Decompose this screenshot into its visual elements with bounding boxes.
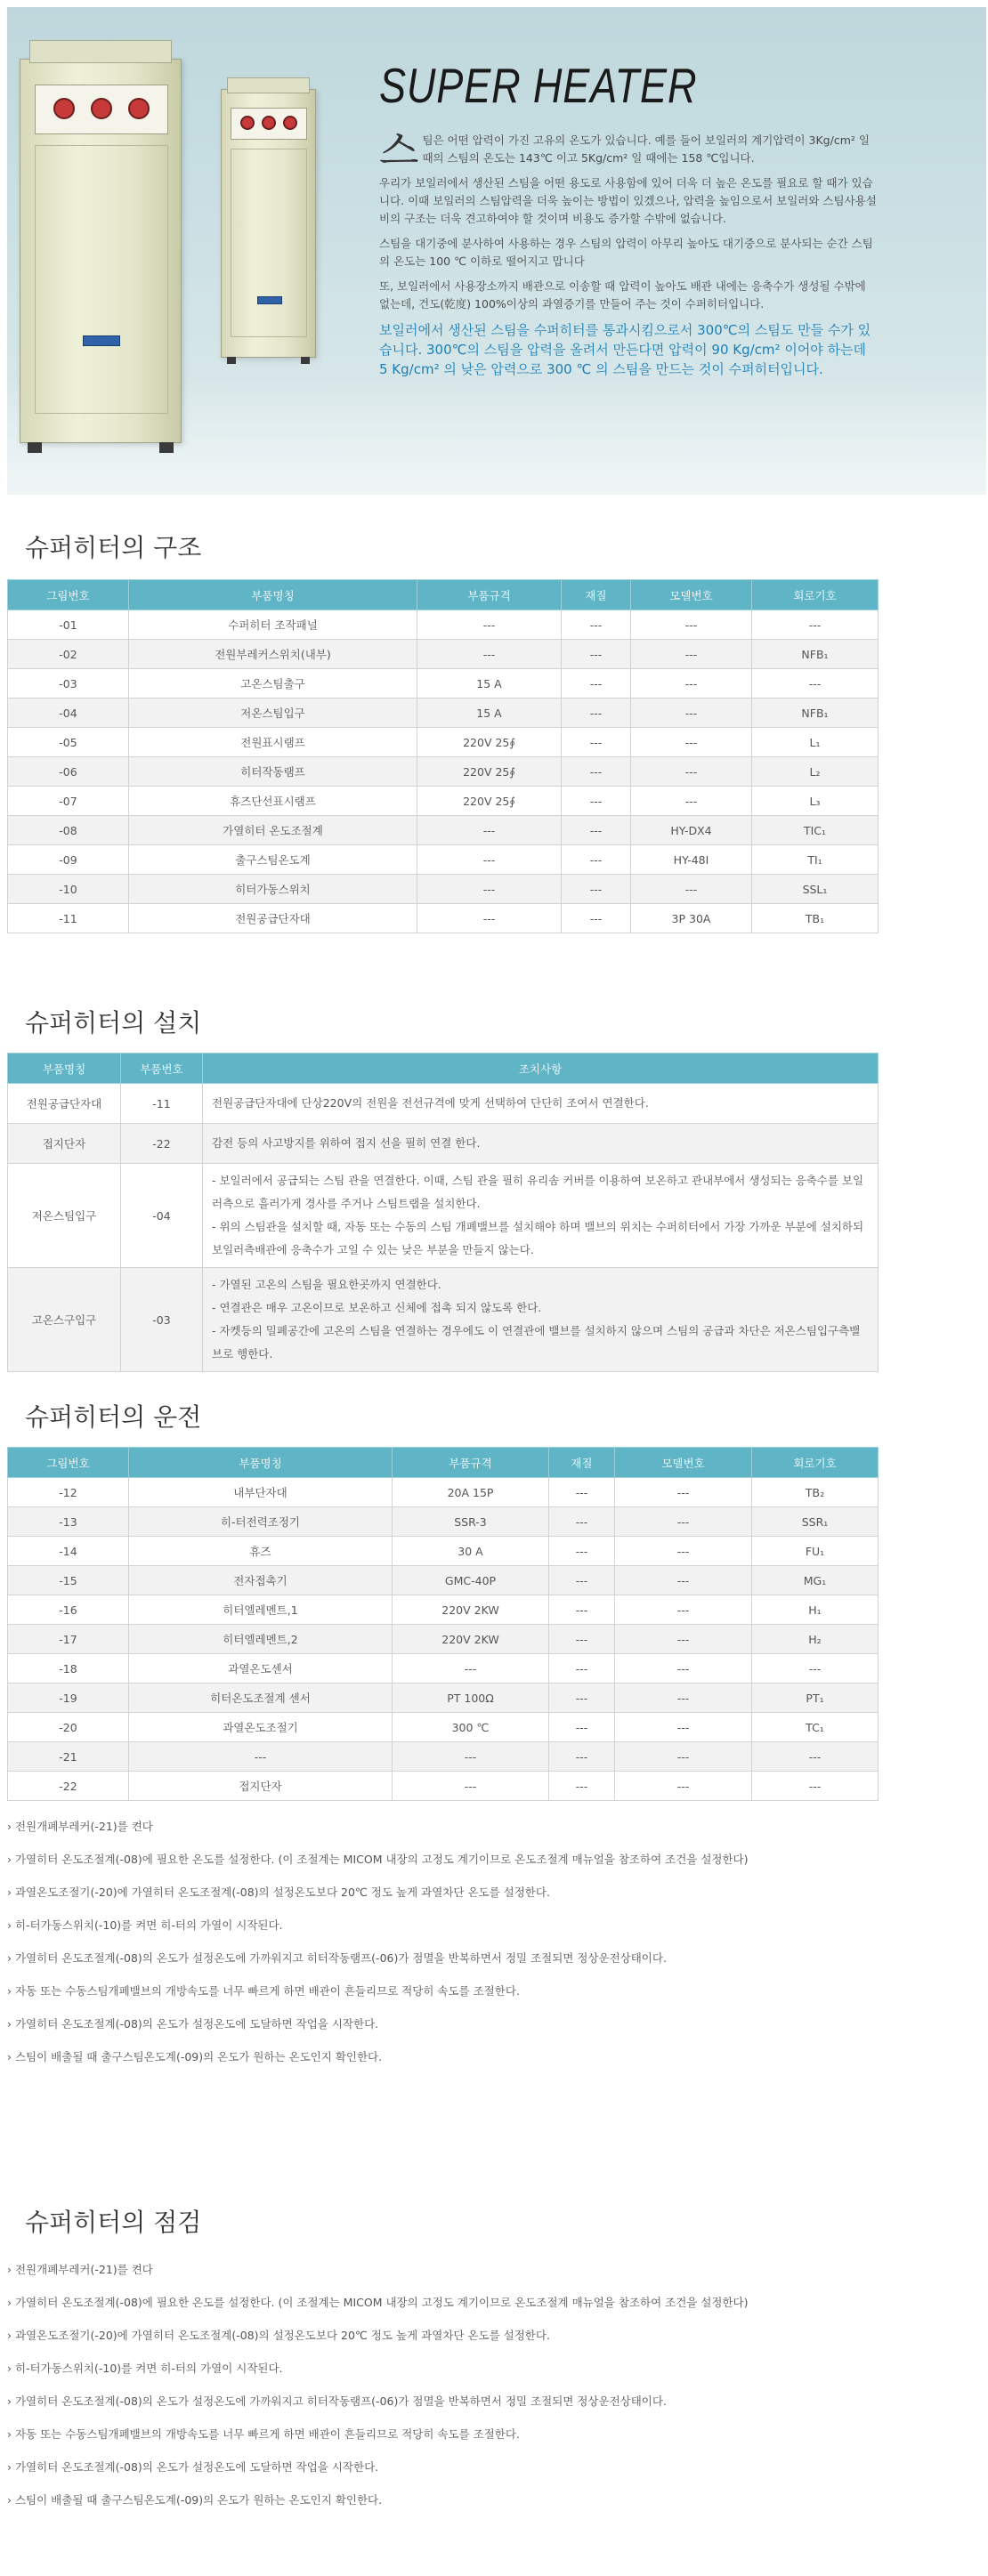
table-cell: 휴즈단선표시램프 xyxy=(129,787,417,816)
table-cell: --- xyxy=(549,1772,615,1801)
table-cell: --- xyxy=(631,875,752,904)
table-cell: H₁ xyxy=(752,1595,879,1625)
table-row xyxy=(8,1772,879,1801)
table-cell: 전자접촉기 xyxy=(129,1566,393,1595)
table-cell: --- xyxy=(393,1742,549,1772)
step-item: › 히-터가동스위치(-10)를 켜면 히-터의 가열이 시작된다. xyxy=(7,2362,283,2375)
operation-table xyxy=(7,1447,879,1801)
table-cell: 저온스팀입구 xyxy=(129,699,417,728)
column-header: 모델번호 xyxy=(615,1448,752,1478)
table-cell: --- xyxy=(549,1478,615,1507)
table-cell: L₂ xyxy=(752,757,879,787)
step-item: › 스팀이 배출될 때 출구스팀온도계(-09)의 온도가 원하는 온도인지 확인한다. xyxy=(7,2050,383,2063)
table-cell: -04 xyxy=(8,699,129,728)
table-cell: --- xyxy=(615,1625,752,1654)
part-number-cell: -04 xyxy=(121,1164,203,1268)
table-cell: TIC₁ xyxy=(752,816,879,845)
column-header: 회로기호 xyxy=(752,1448,879,1478)
section-title-inspection: 슈퍼히터의 점검 xyxy=(25,2208,202,2237)
table-cell: --- xyxy=(393,1654,549,1684)
table-cell: 20A 15P xyxy=(393,1478,549,1507)
table-cell: --- xyxy=(549,1537,615,1566)
step-item: › 가열히터 온도조절계(-08)의 온도가 설정온도에 도달하면 작업을 시작한다. xyxy=(7,2017,379,2031)
table-cell: 전원공급단자대 xyxy=(129,904,417,933)
table-cell: 220V 25∮ xyxy=(417,757,562,787)
table-cell: --- xyxy=(562,904,631,933)
table-cell: 수퍼히터 조작패널 xyxy=(129,610,417,640)
table-cell: 220V 2KW xyxy=(393,1595,549,1625)
table-cell: -11 xyxy=(8,904,129,933)
drop-cap: 스 xyxy=(379,126,419,174)
action-cell xyxy=(203,1084,879,1124)
table-cell: NFB₁ xyxy=(752,640,879,669)
table-cell: 30 A xyxy=(393,1537,549,1566)
table-cell: --- xyxy=(562,610,631,640)
table-cell: -16 xyxy=(8,1595,129,1625)
table-cell: 전원표시램프 xyxy=(129,728,417,757)
table-cell: PT 100Ω xyxy=(393,1684,549,1713)
table-cell: SSL₁ xyxy=(752,875,879,904)
table-cell: 15 A xyxy=(417,699,562,728)
table-cell: --- xyxy=(752,1654,879,1684)
table-cell: 접지단자 xyxy=(129,1772,393,1801)
table-cell: --- xyxy=(562,640,631,669)
part-number-cell: -22 xyxy=(121,1124,203,1164)
table-cell: --- xyxy=(549,1595,615,1625)
table-cell: --- xyxy=(615,1478,752,1507)
column-header: 부품번호 xyxy=(121,1054,203,1084)
table-cell: -09 xyxy=(8,845,129,875)
table-row xyxy=(8,1537,879,1566)
table-cell: --- xyxy=(417,640,562,669)
table-row xyxy=(8,1164,879,1268)
table-cell: 휴즈 xyxy=(129,1537,393,1566)
table-cell: --- xyxy=(752,669,879,699)
table-cell: 220V 25∮ xyxy=(417,787,562,816)
table-cell: --- xyxy=(417,610,562,640)
step-item: › 가열히터 온도조절계(-08)에 필요한 온도를 설정한다. (이 조절계는 MICOM 내장의 고정도 계기이므로 온도조절계 매뉴얼을 참조하여 조건을 설정한다) xyxy=(7,2296,749,2309)
part-name-cell: 고온스구입구 xyxy=(8,1268,121,1372)
table-row xyxy=(8,1124,879,1164)
hero-highlight: 보일러에서 생산된 스팀을 수퍼히터를 통과시킴으로서 300℃의 스팀도 만들 수가 있습니다. 300℃의 스팀을 압력을 올려서 만든다면 압력이 90 Kg/cm² 이어야 하는데 5 Kg/cm² 의 낮은 압력으로 300 ℃ 의 스팀을 만드는 것이 수퍼히터입니다. xyxy=(379,322,871,377)
table-cell: --- xyxy=(417,845,562,875)
table-cell: --- xyxy=(417,875,562,904)
table-header-row xyxy=(8,580,879,610)
install-table xyxy=(7,1053,879,1372)
table-cell: -18 xyxy=(8,1654,129,1684)
table-cell: SSR-3 xyxy=(393,1507,549,1537)
action-cell xyxy=(203,1164,879,1268)
part-number-cell: -03 xyxy=(121,1268,203,1372)
table-row xyxy=(8,699,879,728)
table-row xyxy=(8,1084,879,1124)
table-cell: PT₁ xyxy=(752,1684,879,1713)
table-cell: SSR₁ xyxy=(752,1507,879,1537)
column-header: 그림번호 xyxy=(8,580,129,610)
action-line: - 자켓등의 밀폐공간에 고온의 스팀을 연결하는 경우에도 이 연결관에 밸브를 설치하지 않으며 스팀의 공급과 차단은 저온스팀입구측밸브로 행한다. xyxy=(212,1324,861,1361)
action-line: 감전 등의 사고방지를 위하여 접지 선을 필히 연결 한다. xyxy=(212,1136,481,1150)
brand-plate xyxy=(83,335,120,346)
table-cell: 내부단자대 xyxy=(129,1478,393,1507)
table-row xyxy=(8,1713,879,1742)
hero-description xyxy=(379,126,878,386)
column-header: 부품명칭 xyxy=(129,580,417,610)
table-cell: 히터온도조절계 센서 xyxy=(129,1684,393,1713)
hero-paragraph-1: 스팀은 어떤 압력이 가진 고유의 온도가 있습니다. 예를 들어 보일러의 계기압력이 3Kg/cm² 일 때의 스팀의 온도는 143℃ 이고 5Kg/cm² 일 때에는 158 ℃입니다. xyxy=(379,126,870,174)
hero-title: SUPER HEATER xyxy=(379,58,698,113)
table-cell: --- xyxy=(549,1625,615,1654)
table-cell: FU₁ xyxy=(752,1537,879,1566)
table-cell: --- xyxy=(615,1742,752,1772)
table-cell: 히-터전력조정기 xyxy=(129,1507,393,1537)
table-cell: -12 xyxy=(8,1478,129,1507)
step-item: › 자동 또는 수동스팀개폐밸브의 개방속도를 너무 빠르게 하면 배관이 흔들리므로 적당히 속도를 조절한다. xyxy=(7,1984,520,1998)
hero-banner xyxy=(7,7,986,495)
table-cell: 220V 2KW xyxy=(393,1625,549,1654)
column-header: 부품명칭 xyxy=(8,1054,121,1084)
column-header: 재질 xyxy=(562,580,631,610)
table-cell: --- xyxy=(549,1566,615,1595)
table-cell: --- xyxy=(631,787,752,816)
table-cell: -15 xyxy=(8,1566,129,1595)
table-cell: 300 ℃ xyxy=(393,1713,549,1742)
action-cell xyxy=(203,1124,879,1164)
table-row xyxy=(8,1566,879,1595)
inspection-steps xyxy=(7,2258,862,2522)
table-cell: --- xyxy=(549,1684,615,1713)
table-cell: --- xyxy=(562,728,631,757)
table-cell: TI₁ xyxy=(752,845,879,875)
table-cell: HY-48I xyxy=(631,845,752,875)
table-cell: --- xyxy=(752,1772,879,1801)
table-cell: --- xyxy=(562,699,631,728)
table-cell: -06 xyxy=(8,757,129,787)
table-cell: L₁ xyxy=(752,728,879,757)
column-header: 재질 xyxy=(549,1448,615,1478)
table-row xyxy=(8,610,879,640)
table-cell: -21 xyxy=(8,1742,129,1772)
table-row xyxy=(8,875,879,904)
table-cell: --- xyxy=(615,1772,752,1801)
step-item: › 전원개폐부레커(-21)를 켠다 xyxy=(7,1820,153,1833)
table-cell: -01 xyxy=(8,610,129,640)
table-cell: --- xyxy=(562,669,631,699)
column-header: 조치사항 xyxy=(203,1054,879,1084)
step-item: › 가열히터 온도조절계(-08)의 온도가 설정온도에 가까워지고 히터작동램프(-06)가 점멸을 반복하면서 정밀 조절되면 정상운전상태이다. xyxy=(7,2394,667,2408)
action-line: 전원공급단자대에 단상220V의 전원을 전선규격에 맞게 선택하여 단단히 조여서 연결한다. xyxy=(212,1096,649,1110)
table-cell: -17 xyxy=(8,1625,129,1654)
table-cell: --- xyxy=(631,728,752,757)
super-heater-machine-large xyxy=(20,59,182,443)
table-cell: --- xyxy=(752,1742,879,1772)
table-cell: --- xyxy=(129,1742,393,1772)
table-cell: 과열온도조절기 xyxy=(129,1713,393,1742)
table-cell: 히터작동램프 xyxy=(129,757,417,787)
table-cell: --- xyxy=(752,610,879,640)
table-cell: 3P 30A xyxy=(631,904,752,933)
table-cell: --- xyxy=(615,1684,752,1713)
table-cell: L₃ xyxy=(752,787,879,816)
table-cell: --- xyxy=(549,1742,615,1772)
section-title-operation: 슈퍼히터의 운전 xyxy=(25,1402,202,1432)
table-cell: --- xyxy=(615,1537,752,1566)
table-cell: --- xyxy=(562,845,631,875)
table-cell: --- xyxy=(631,669,752,699)
table-row xyxy=(8,1684,879,1713)
table-row xyxy=(8,1654,879,1684)
table-cell: 220V 25∮ xyxy=(417,728,562,757)
step-item: › 자동 또는 수동스팀개폐밸브의 개방속도를 너무 빠르게 하면 배관이 흔들리므로 적당히 속도를 조절한다. xyxy=(7,2427,520,2441)
table-cell: -03 xyxy=(8,669,129,699)
hero-paragraph-2: 우리가 보일러에서 생산된 스팀을 어떤 용도로 사용함에 있어 더욱 더 높은 온도를 필요로 할 때가 있습니다. 이때 보일러의 스팀압력을 더욱 높이는 방법이 있겠으나, 압력을 높임으로서 보일러와 스팀사용설비의 구조는 더욱 견고하여야 할 것이며 비용도 증가할 수밖에 없습니다. xyxy=(379,176,877,225)
table-cell: --- xyxy=(549,1654,615,1684)
table-cell: --- xyxy=(631,640,752,669)
step-item: › 전원개폐부레커(-21)를 켠다 xyxy=(7,2263,153,2276)
table-row xyxy=(8,1478,879,1507)
super-heater-machine-small xyxy=(221,89,316,358)
table-cell: --- xyxy=(631,610,752,640)
table-cell: 히터엘레멘트,2 xyxy=(129,1625,393,1654)
table-row xyxy=(8,728,879,757)
table-row xyxy=(8,640,879,669)
column-header: 부품명칭 xyxy=(129,1448,393,1478)
table-header-row xyxy=(8,1054,879,1084)
table-row xyxy=(8,816,879,845)
table-cell: --- xyxy=(562,875,631,904)
action-line: - 연결관은 매우 고온이므로 보온하고 신체에 접촉 되지 않도록 한다. xyxy=(212,1301,542,1314)
table-cell: 히터가동스위치 xyxy=(129,875,417,904)
table-cell: -07 xyxy=(8,787,129,816)
table-cell: GMC-40P xyxy=(393,1566,549,1595)
step-item: › 과열온도조절기(-20)에 가열히터 온도조절계(-08)의 설정온도보다 20℃ 정도 높게 과열차단 온도를 설정한다. xyxy=(7,2329,550,2342)
operation-steps xyxy=(7,1815,862,2079)
table-cell: -05 xyxy=(8,728,129,757)
table-cell: --- xyxy=(549,1507,615,1537)
part-number-cell: -11 xyxy=(121,1084,203,1124)
table-cell: --- xyxy=(631,757,752,787)
part-name-cell: 접지단자 xyxy=(8,1124,121,1164)
column-header: 회로기호 xyxy=(752,580,879,610)
hero-paragraph-3: 스팀을 대기중에 분사하여 사용하는 경우 스팀의 압력이 아무리 높아도 대기중으로 분사되는 순간 스팀의 온도는 100 ℃ 이하로 떨어지고 맙니다 xyxy=(379,237,873,268)
table-cell: -02 xyxy=(8,640,129,669)
section-title-install: 슈퍼히터의 설치 xyxy=(25,1008,202,1038)
table-cell: 15 A xyxy=(417,669,562,699)
table-cell: --- xyxy=(615,1713,752,1742)
table-row xyxy=(8,1268,879,1372)
column-header: 그림번호 xyxy=(8,1448,129,1478)
table-cell: TC₁ xyxy=(752,1713,879,1742)
table-cell: --- xyxy=(393,1772,549,1801)
table-cell: --- xyxy=(615,1566,752,1595)
action-line: - 가열된 고온의 스팀을 필요한곳까지 연결한다. xyxy=(212,1278,441,1291)
table-cell: 과열온도센서 xyxy=(129,1654,393,1684)
table-cell: --- xyxy=(615,1507,752,1537)
table-cell: TB₂ xyxy=(752,1478,879,1507)
table-cell: -13 xyxy=(8,1507,129,1537)
structure-table xyxy=(7,579,879,933)
table-row xyxy=(8,904,879,933)
hero-paragraph-4: 또, 보일러에서 사용장소까지 배관으로 이송할 때 압력이 높아도 배관 내에는 응축수가 생성될 수밖에 없는데, 건도(乾度) 100%이상의 과열증기를 만들어 주는 것이 수퍼히터입니다. xyxy=(379,279,866,311)
step-item: › 가열히터 온도조절계(-08)에 필요한 온도를 설정한다. (이 조절계는 MICOM 내장의 고정도 계기이므로 온도조절계 매뉴얼을 참조하여 조건을 설정한다) xyxy=(7,1853,749,1866)
table-cell: --- xyxy=(631,699,752,728)
part-name-cell: 저온스팀입구 xyxy=(8,1164,121,1268)
step-item: › 가열히터 온도조절계(-08)의 온도가 설정온도에 가까워지고 히터작동램프(-06)가 점멸을 반복하면서 정밀 조절되면 정상운전상태이다. xyxy=(7,1951,667,1965)
table-cell: -14 xyxy=(8,1537,129,1566)
table-cell: NFB₁ xyxy=(752,699,879,728)
table-row xyxy=(8,1625,879,1654)
action-cell xyxy=(203,1268,879,1372)
step-item: › 스팀이 배출될 때 출구스팀온도계(-09)의 온도가 원하는 온도인지 확인한다. xyxy=(7,2493,383,2507)
table-header-row xyxy=(8,1448,879,1478)
table-cell: --- xyxy=(615,1654,752,1684)
action-line: - 위의 스팀관을 설치할 때, 자동 또는 수동의 스팀 개폐밸브를 설치해야 하며 밸브의 위치는 수퍼히터에서 가장 가까운 부분에 설치하되 보일러측배관에 응축수가 고일 수 있는 낮은 부분을 만들지 않는다. xyxy=(212,1220,864,1256)
table-row xyxy=(8,1742,879,1772)
table-row xyxy=(8,757,879,787)
table-row xyxy=(8,669,879,699)
table-cell: 고온스팀출구 xyxy=(129,669,417,699)
table-cell: -10 xyxy=(8,875,129,904)
step-item: › 히-터가동스위치(-10)를 켜면 히-터의 가열이 시작된다. xyxy=(7,1918,283,1932)
table-cell: --- xyxy=(417,816,562,845)
table-cell: --- xyxy=(615,1595,752,1625)
table-cell: 전원부레커스위치(내부) xyxy=(129,640,417,669)
table-cell: -08 xyxy=(8,816,129,845)
table-cell: HY-DX4 xyxy=(631,816,752,845)
table-cell: TB₁ xyxy=(752,904,879,933)
table-cell: -20 xyxy=(8,1713,129,1742)
table-cell: --- xyxy=(562,787,631,816)
step-item: › 가열히터 온도조절계(-08)의 온도가 설정온도에 도달하면 작업을 시작한다. xyxy=(7,2460,379,2474)
table-cell: MG₁ xyxy=(752,1566,879,1595)
brand-plate xyxy=(257,296,282,304)
table-cell: 가열히터 온도조절계 xyxy=(129,816,417,845)
table-row xyxy=(8,1507,879,1537)
table-cell: -22 xyxy=(8,1772,129,1801)
table-row xyxy=(8,1595,879,1625)
table-cell: --- xyxy=(562,757,631,787)
table-cell: --- xyxy=(562,816,631,845)
table-cell: H₂ xyxy=(752,1625,879,1654)
table-row xyxy=(8,787,879,816)
step-item: › 과열온도조절기(-20)에 가열히터 온도조절계(-08)의 설정온도보다 20℃ 정도 높게 과열차단 온도를 설정한다. xyxy=(7,1886,550,1899)
table-cell: --- xyxy=(549,1713,615,1742)
action-line: - 보일러에서 공급되는 스팀 관을 연결한다. 이때, 스팀 관을 필히 유리솜 커버를 이용하여 보온하고 관내부에서 생성되는 응축수를 보일러측으로 흘러가게 경사를 주거나 스팀트랩을 설치한다. xyxy=(212,1174,864,1210)
control-panel xyxy=(231,108,307,140)
column-header: 부품규격 xyxy=(393,1448,549,1478)
control-panel xyxy=(35,85,168,134)
column-header: 모델번호 xyxy=(631,580,752,610)
section-title-structure: 슈퍼히터의 구조 xyxy=(25,533,202,562)
table-cell: --- xyxy=(417,904,562,933)
part-name-cell: 전원공급단자대 xyxy=(8,1084,121,1124)
table-cell: 출구스팀온도계 xyxy=(129,845,417,875)
table-cell: -19 xyxy=(8,1684,129,1713)
table-row xyxy=(8,845,879,875)
column-header: 부품규격 xyxy=(417,580,562,610)
table-cell: 히터엘레멘트,1 xyxy=(129,1595,393,1625)
